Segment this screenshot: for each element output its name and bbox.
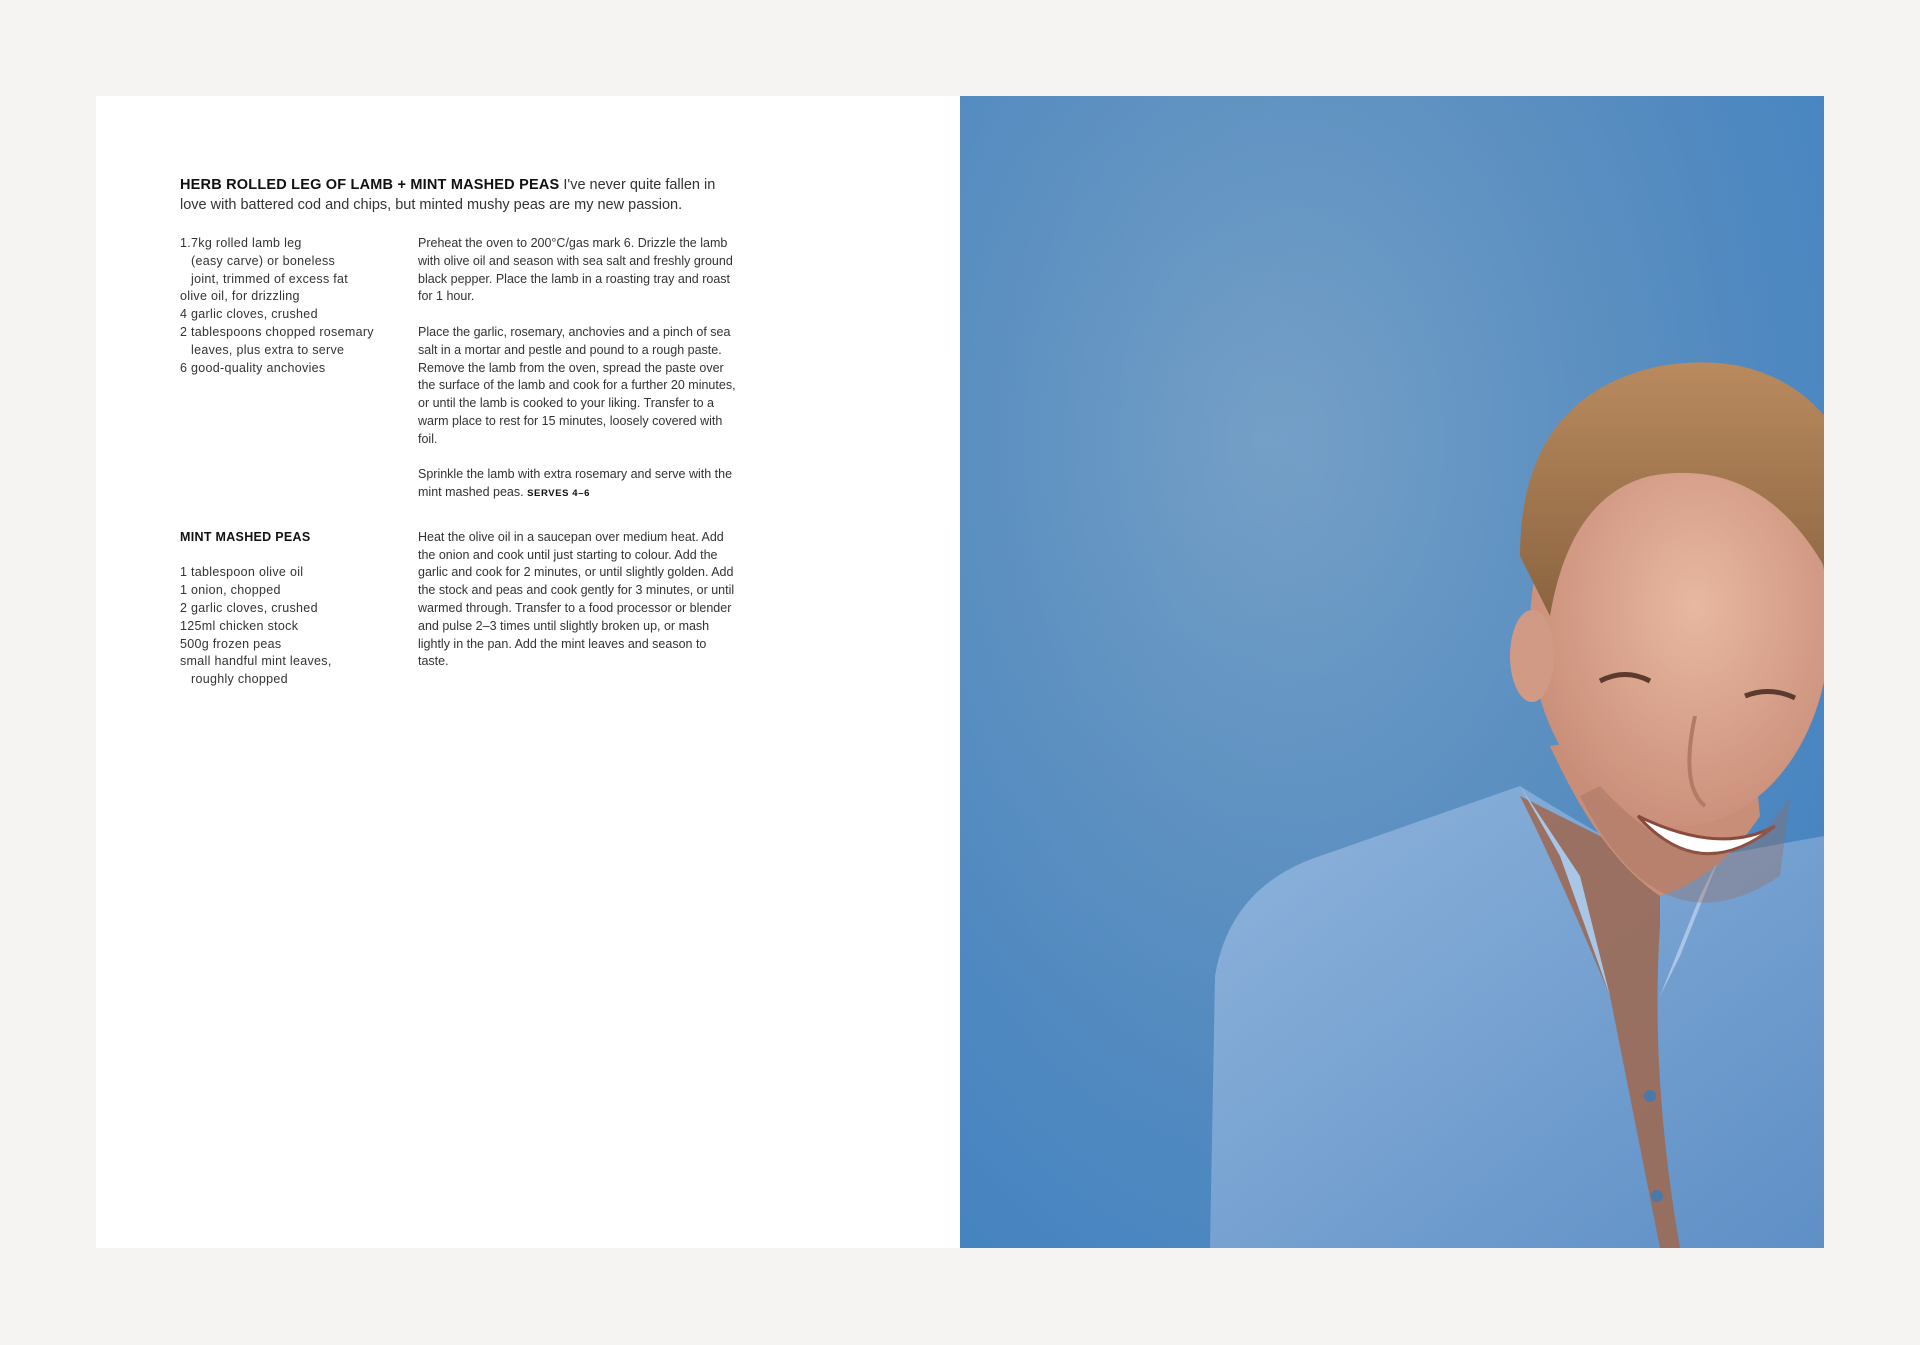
ingredient-item xyxy=(180,306,418,324)
ingredient-line: 500g frozen peas xyxy=(180,636,282,651)
recipe-intro: I've never quite fallen in love with battered cod and chips, but minted mushy peas are my new passion. xyxy=(180,177,716,213)
method-step: Heat the olive oil in a saucepan over medium heat. Add the onion and cook until just starting to colour. Add the garlic and cook for 2 minutes, or until slightly golden. Add the stock and peas and cook gently for 3 minutes, or until warmed through. Transfer to a food processor or blender and pulse 2–3 times until slightly broken up, or mash lightly in the pan. Add the mint leaves and season to taste. xyxy=(418,529,735,669)
method-lamb xyxy=(418,235,740,521)
ingredients-list-peas-wrap xyxy=(180,529,418,689)
ingredient-line: 1 tablespoon olive oil xyxy=(180,565,304,580)
portrait-photo xyxy=(960,96,1824,1248)
ingredient-line: (easy carve) or boneless xyxy=(191,253,336,268)
peas-title: MINT MASHED PEAS xyxy=(180,529,311,544)
ingredient-line: 1.7kg rolled lamb leg xyxy=(180,236,302,250)
ingredient-item xyxy=(180,360,418,378)
ingredient-line: small handful mint leaves, xyxy=(180,654,332,669)
recipe-section-lamb xyxy=(180,235,760,521)
method-peas xyxy=(418,529,740,689)
ingredient-item xyxy=(180,235,418,288)
ingredient-item xyxy=(180,600,418,618)
ingredient-line: roughly chopped xyxy=(191,672,288,687)
recipe-content xyxy=(180,176,760,689)
photo-page xyxy=(960,96,1824,1248)
ingredient-line: 125ml chicken stock xyxy=(180,618,299,633)
ingredient-item xyxy=(180,288,418,306)
ingredient-line: 4 garlic cloves, crushed xyxy=(180,307,318,322)
ingredient-line: 2 garlic cloves, crushed xyxy=(180,600,318,615)
method-step-text: Sprinkle the lamb with extra rosemary and serve with the mint mashed peas. xyxy=(418,467,733,500)
ingredient-line: 2 tablespoons chopped rosemary xyxy=(180,324,374,339)
ingredient-line: leaves, plus extra to serve xyxy=(191,342,345,357)
method-step: Preheat the oven to 200°C/gas mark 6. Drizzle the lamb with olive oil and season with sea salt and freshly ground black pepper. Place the lamb in a roasting tray and roast for 1 hour. xyxy=(418,236,733,304)
ingredient-item xyxy=(180,324,418,360)
ingredient-item xyxy=(180,564,418,582)
ingredient-line: olive oil, for drizzling xyxy=(180,289,300,304)
ingredient-item xyxy=(180,618,418,636)
serves-label: SERVES 4–6 xyxy=(527,488,590,500)
recipe-section-peas xyxy=(180,529,760,689)
ingredient-line: joint, trimmed of excess fat xyxy=(191,271,349,286)
book-spread xyxy=(96,96,1824,1248)
ingredient-item xyxy=(180,636,418,654)
recipe-header xyxy=(180,176,725,215)
method-step xyxy=(418,466,740,503)
ingredient-item xyxy=(180,653,418,689)
ingredients-list-peas xyxy=(180,564,418,689)
ingredient-item xyxy=(180,582,418,600)
ingredient-line: 6 good-quality anchovies xyxy=(180,360,326,375)
ingredient-line: 1 onion, chopped xyxy=(180,583,281,598)
recipe-title: HERB ROLLED LEG OF LAMB + MINT MASHED PEAS xyxy=(180,177,560,193)
ingredients-list-lamb xyxy=(180,235,418,521)
recipe-page xyxy=(96,96,960,1248)
method-step: Place the garlic, rosemary, anchovies and a pinch of sea salt in a mortar and pestle and pound to a rough paste. Remove the lamb from the oven, spread the paste over the surface of the lamb and cook for a further 20 minutes, or until the lamb is cooked to your liking. Transfer to a warm place to rest for 15 minutes, loosely covered with foil. xyxy=(418,324,736,446)
